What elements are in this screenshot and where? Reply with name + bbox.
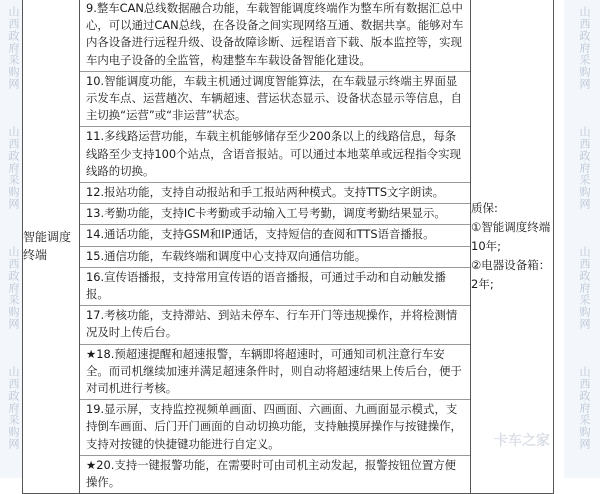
category-cell [23,0,80,494]
spec-item: 13.考勤功能，支持IC卡考勤或手动输入工号考勤，调度考勤结果显示。 [80,204,470,225]
watermark-text: 山西政府采购网 [578,246,591,330]
watermark-text: 山西政府采购网 [7,6,20,90]
spec-item: 19.显示屏，支持监控视频单画面、四画面、六画面、九画面显示模式，支持倒车画面、后门开门画面的自动切换功能，支持触摸屏操作与按键操作，支持对按键的快捷键功能进行自定义。 [80,400,470,456]
brand-watermark: 卡车之家 [494,433,550,449]
watermark-text: 山西政府采购网 [578,6,591,90]
spec-item: 14.通话功能，支持GSM和IP通话，支持短信的查阅和TTS语音播报。 [80,225,470,246]
spec-item: 17.考核功能，支持滞站、到站未停车、行车开门等违规操作，并将检测情况及时上传后台。 [80,306,470,344]
spec-item: ★20.支持一键报警功能，在需要时可由司机主动发起，报警按钮位置方便操作。 [86,457,457,490]
spec-item: ★18.预超速提醒和超速报警，车辆即将超速时，可通知司机注意行车安全。而司机继续加速并满足超速条件时，则自动将超速结果上传后台，便于对司机进行考核。 [80,345,470,401]
watermark-text: 山西政府采购网 [7,246,20,330]
spec-item: 10.智能调度功能，车载主机通过调度智能算法，在车载显示终端主界面显示发车点、运营趟次、车辆超速、营运状态显示、设备状态显示等信息，自主切换“运营”或“非运营”状态。 [80,72,470,128]
table-row [23,0,554,494]
spec-item: 9.整车CAN总线数据融合功能，车载智能调度终端作为整车所有数据汇总中心，可以通过CAN总线，在各设备之间实现网络互通、数据共享。能够对车内各设备进行远程升级、设备故障诊断、远程语音下载、版本监控等，实现车内电子设备的全监管，构建整车车载设备智能化建设。 [80,0,470,72]
watermark-text: 山西政府采购网 [578,126,591,210]
right-watermark-strip [564,0,600,478]
spec-table [22,0,554,494]
description-cell [80,0,471,494]
spec-item: 15.通信功能，车载终端和调度中心支持双向通信功能。 [80,247,470,268]
category-label: 智能调度终端 [23,230,72,263]
warranty-line: ①智能调度终端10年; [471,219,551,253]
warranty-title: 质保: [471,200,498,215]
spec-item: 16.宣传语播报，支持常用宣传语的语音播报，可通过手动和自动触发播报。 [80,268,470,306]
watermark-text: 山西政府采购网 [578,366,591,450]
watermark-text: 山西政府采购网 [7,366,20,450]
watermark-text: 山西政府采购网 [7,126,20,210]
left-watermark-strip [0,0,22,478]
warranty-line: ②电器设备箱：2年; [471,257,551,291]
spec-item: 12.报站功能，支持自动报站和手工报站两种模式。支持TTS文字朗读。 [80,183,470,204]
warranty-cell [471,0,554,494]
spec-item: 11.多线路运营功能，车载主机能够储存至少200条以上的线路信息，每条线路至少支持100个站点，含语音报站。可以通过本地菜单或远程指令实现线路的切换。 [80,127,470,183]
